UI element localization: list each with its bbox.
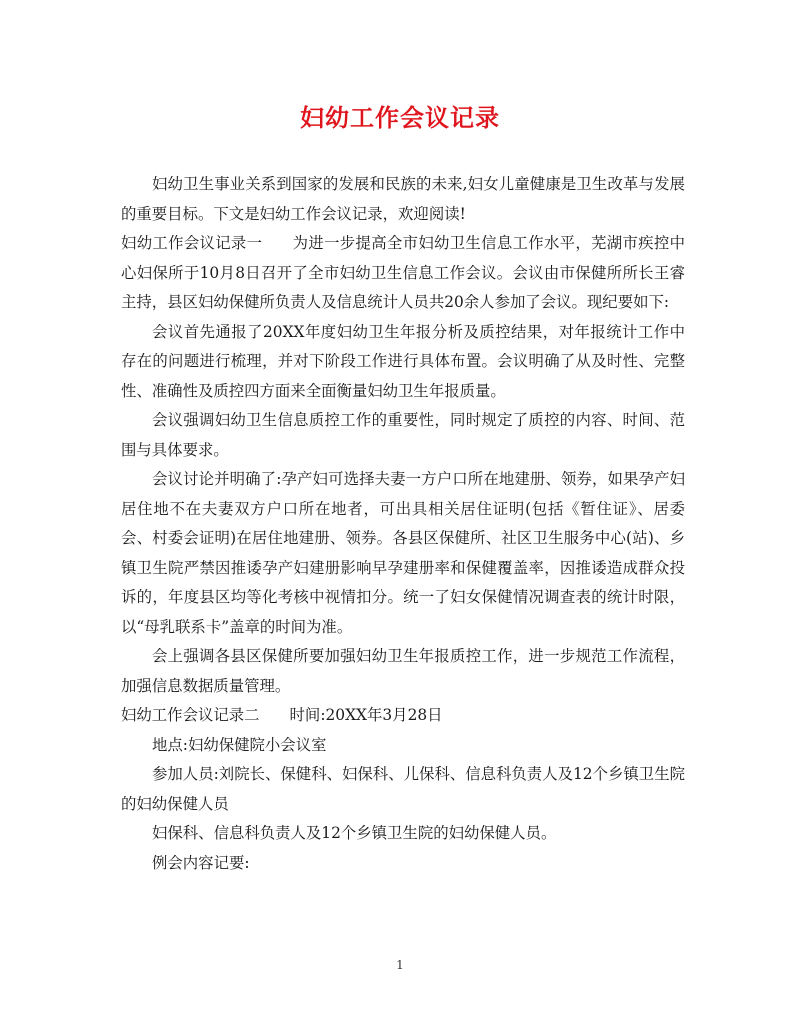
record1-opening xyxy=(121,229,685,318)
record1-heading: 妇幼工作会议记录一 xyxy=(121,234,263,252)
record1-paragraph-4: 会上强调各县区保健所要加强妇幼卫生年报质控工作，进一步规范工作流程，加强信息数据质量管理。 xyxy=(121,647,685,695)
record2-attendees: 参加人员:刘院长、保健科、妇保科、儿保科、信息科负责人及12个乡镇卫生院的妇幼保健人员 xyxy=(121,765,685,813)
record2-location: 地点:妇幼保健院小会议室 xyxy=(152,735,327,754)
intro-paragraph: 妇幼卫生事业关系到国家的发展和民族的未来,妇女儿童健康是卫生改革与发展的重要目标。下文是妇幼工作会议记录，欢迎阅读! xyxy=(121,175,685,223)
document-title: 妇幼工作会议记录 xyxy=(300,103,500,132)
record1-paragraph-1: 会议首先通报了20XX年度妇幼卫生年报分析及质控结果，对年报统计工作中存在的问题进行梳理，并对下阶段工作进行具体布置。会议明确了从及时性、完整性、准确性及质控四方面来全面衡量妇幼卫生年报质量。 xyxy=(121,322,685,400)
record1-paragraph-2: 会议强调妇幼卫生信息质控工作的重要性，同时规定了质控的内容、时间、范围与具体要求。 xyxy=(121,411,685,459)
record2-time: 时间:20XX年3月28日 xyxy=(289,706,443,724)
record2-opening xyxy=(121,701,685,731)
record2-heading: 妇幼工作会议记录二 xyxy=(121,706,260,724)
record2-repeat: 妇保科、信息科负责人及12个乡镇卫生院的妇幼保健人员。 xyxy=(152,824,557,842)
page-number: 1 xyxy=(396,958,404,972)
record1-paragraph-3: 会议讨论并明确了:孕产妇可选择夫妻一方户口所在地建册、领券，如果孕产妇居住地不在夫妻双方户口所在地者，可出具相关居住证明(包括《暂住证》、居委会、村委会证明)在居住地建册、领券。各县区保健所、社区卫生服务中心(站)、乡镇卫生院严禁因推诿孕产妇建册影响早孕建册率和保健覆盖率，因推诿造成群众投诉的，年度县区均等化考核中视情扣分。统一了妇女保健情况调查表的统计时限，以“母乳联系卡”盖章的时间为准。 xyxy=(121,470,685,636)
record1-lead: 为进一步提高全市妇幼卫生信息工作水平，芜湖市疾控中心妇保所于10月8日召开了全市妇幼卫生信息工作会议。会议由市保健所所长王睿主持，县区妇幼保健所负责人及信息统计人员共20余人参加了会议。现纪要如下: xyxy=(121,234,685,311)
document-body xyxy=(121,170,685,878)
record2-content-label: 例会内容记要: xyxy=(152,853,250,872)
